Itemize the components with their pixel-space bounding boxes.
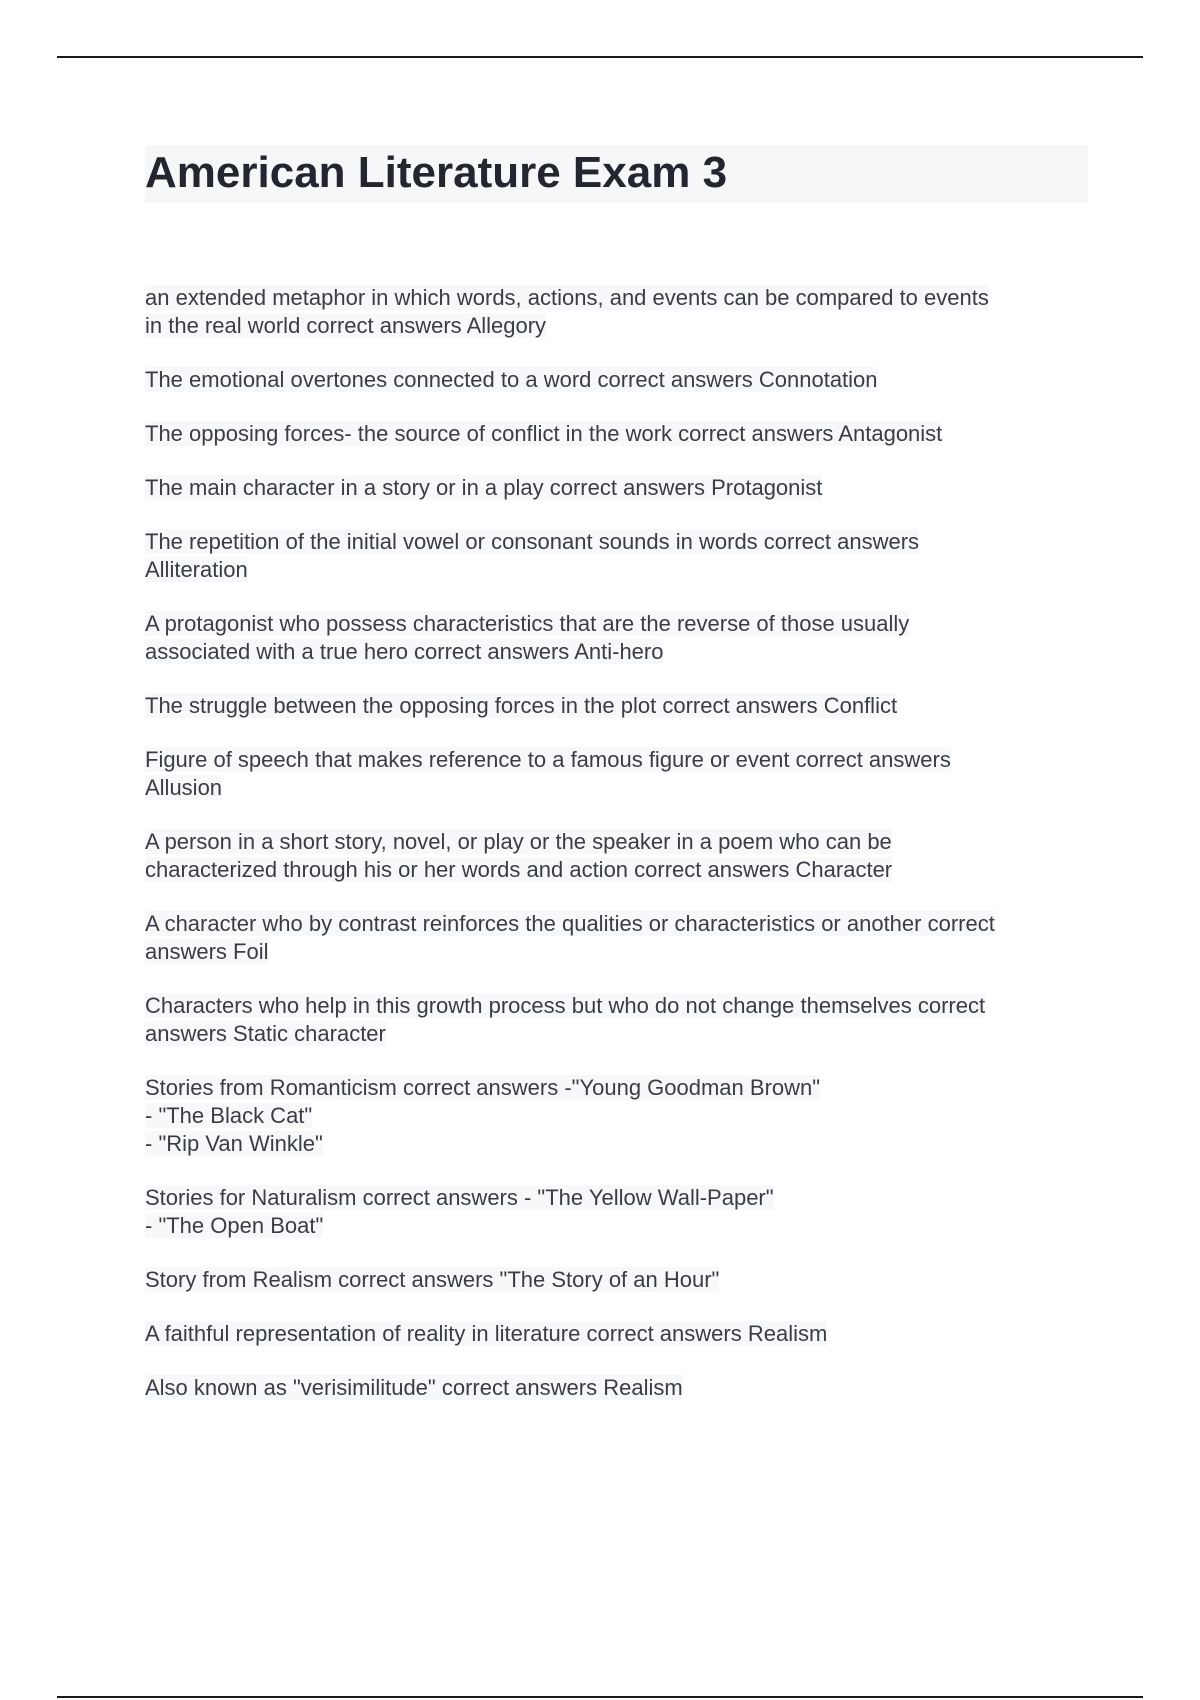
top-rule	[57, 56, 1143, 58]
qa-item-text: The repetition of the initial vowel or consonant sounds in words correct answers	[145, 529, 920, 554]
qa-item-line	[145, 284, 1105, 312]
qa-item-text: associated with a true hero correct answers Anti-hero	[145, 639, 664, 664]
qa-item-line	[145, 828, 1105, 856]
qa-item-text: Characters who help in this growth process but who do not change themselves correct	[145, 993, 986, 1018]
qa-item-line	[145, 992, 1105, 1020]
qa-item-line	[145, 910, 1105, 938]
qa-item-text: - "Rip Van Winkle"	[145, 1131, 323, 1156]
qa-item-text: characterized through his or her words and action correct answers Character	[145, 857, 893, 882]
qa-item-line	[145, 1320, 1105, 1348]
page-title: American Literature Exam 3	[145, 148, 728, 197]
qa-item	[145, 420, 1105, 448]
qa-item-line	[145, 556, 1105, 584]
qa-item-text: A faithful representation of reality in literature correct answers Realism	[145, 1321, 828, 1346]
qa-item-text: answers Foil	[145, 939, 269, 964]
qa-item	[145, 692, 1105, 720]
qa-item-line	[145, 692, 1105, 720]
qa-item-text: Figure of speech that makes reference to a famous figure or event correct answers	[145, 747, 951, 772]
qa-item-line	[145, 1074, 1105, 1102]
qa-item-line	[145, 638, 1105, 666]
qa-item-line	[145, 528, 1105, 556]
qa-item-text: A character who by contrast reinforces the qualities or characteristics or another correct	[145, 911, 995, 936]
qa-item	[145, 474, 1105, 502]
qa-item-line	[145, 474, 1105, 502]
qa-item-text: - "The Open Boat"	[145, 1213, 324, 1238]
qa-item-line	[145, 1266, 1105, 1294]
qa-item-text: Stories for Naturalism correct answers - "The Yellow Wall-Paper"	[145, 1185, 774, 1210]
qa-item-text: in the real world correct answers Allegory	[145, 313, 547, 338]
qa-item-text: The main character in a story or in a play correct answers Protagonist	[145, 475, 823, 500]
qa-list	[145, 284, 1105, 1428]
qa-item-text: an extended metaphor in which words, actions, and events can be compared to events	[145, 285, 989, 310]
qa-item	[145, 910, 1105, 966]
qa-item	[145, 366, 1105, 394]
qa-item-text: The emotional overtones connected to a word correct answers Connotation	[145, 367, 878, 392]
qa-item-line	[145, 366, 1105, 394]
qa-item-text: answers Static character	[145, 1021, 386, 1046]
qa-item-line	[145, 1374, 1105, 1402]
qa-item-text: Alliteration	[145, 557, 248, 582]
qa-item-text: The opposing forces- the source of conflict in the work correct answers Antagonist	[145, 421, 943, 446]
qa-item	[145, 1266, 1105, 1294]
qa-item-line	[145, 1102, 1105, 1130]
qa-item-text: Also known as "verisimilitude" correct answers Realism	[145, 1375, 683, 1400]
qa-item	[145, 1320, 1105, 1348]
qa-item-line	[145, 420, 1105, 448]
qa-item	[145, 610, 1105, 666]
qa-item-text: The struggle between the opposing forces in the plot correct answers Conflict	[145, 693, 898, 718]
qa-item-text: Story from Realism correct answers "The Story of an Hour"	[145, 1267, 720, 1292]
qa-item-line	[145, 938, 1105, 966]
qa-item-line	[145, 1020, 1105, 1048]
qa-item-text: Stories from Romanticism correct answers -"Young Goodman Brown"	[145, 1075, 821, 1100]
qa-item-text: - "The Black Cat"	[145, 1103, 313, 1128]
qa-item-line	[145, 746, 1105, 774]
qa-item	[145, 528, 1105, 584]
qa-item	[145, 284, 1105, 340]
qa-item	[145, 746, 1105, 802]
qa-item	[145, 992, 1105, 1048]
qa-item-text: Allusion	[145, 775, 223, 800]
qa-item-line	[145, 856, 1105, 884]
qa-item	[145, 1074, 1105, 1158]
qa-item-line	[145, 1130, 1105, 1158]
qa-item-text: A protagonist who possess characteristics that are the reverse of those usually	[145, 611, 910, 636]
qa-item	[145, 1374, 1105, 1402]
qa-item-line	[145, 1184, 1105, 1212]
qa-item-line	[145, 1212, 1105, 1240]
qa-item-line	[145, 610, 1105, 638]
qa-item-line	[145, 312, 1105, 340]
qa-item	[145, 828, 1105, 884]
bottom-rule	[57, 1696, 1143, 1698]
qa-item-text: A person in a short story, novel, or play or the speaker in a poem who can be	[145, 829, 892, 854]
qa-item	[145, 1184, 1105, 1240]
qa-item-line	[145, 774, 1105, 802]
